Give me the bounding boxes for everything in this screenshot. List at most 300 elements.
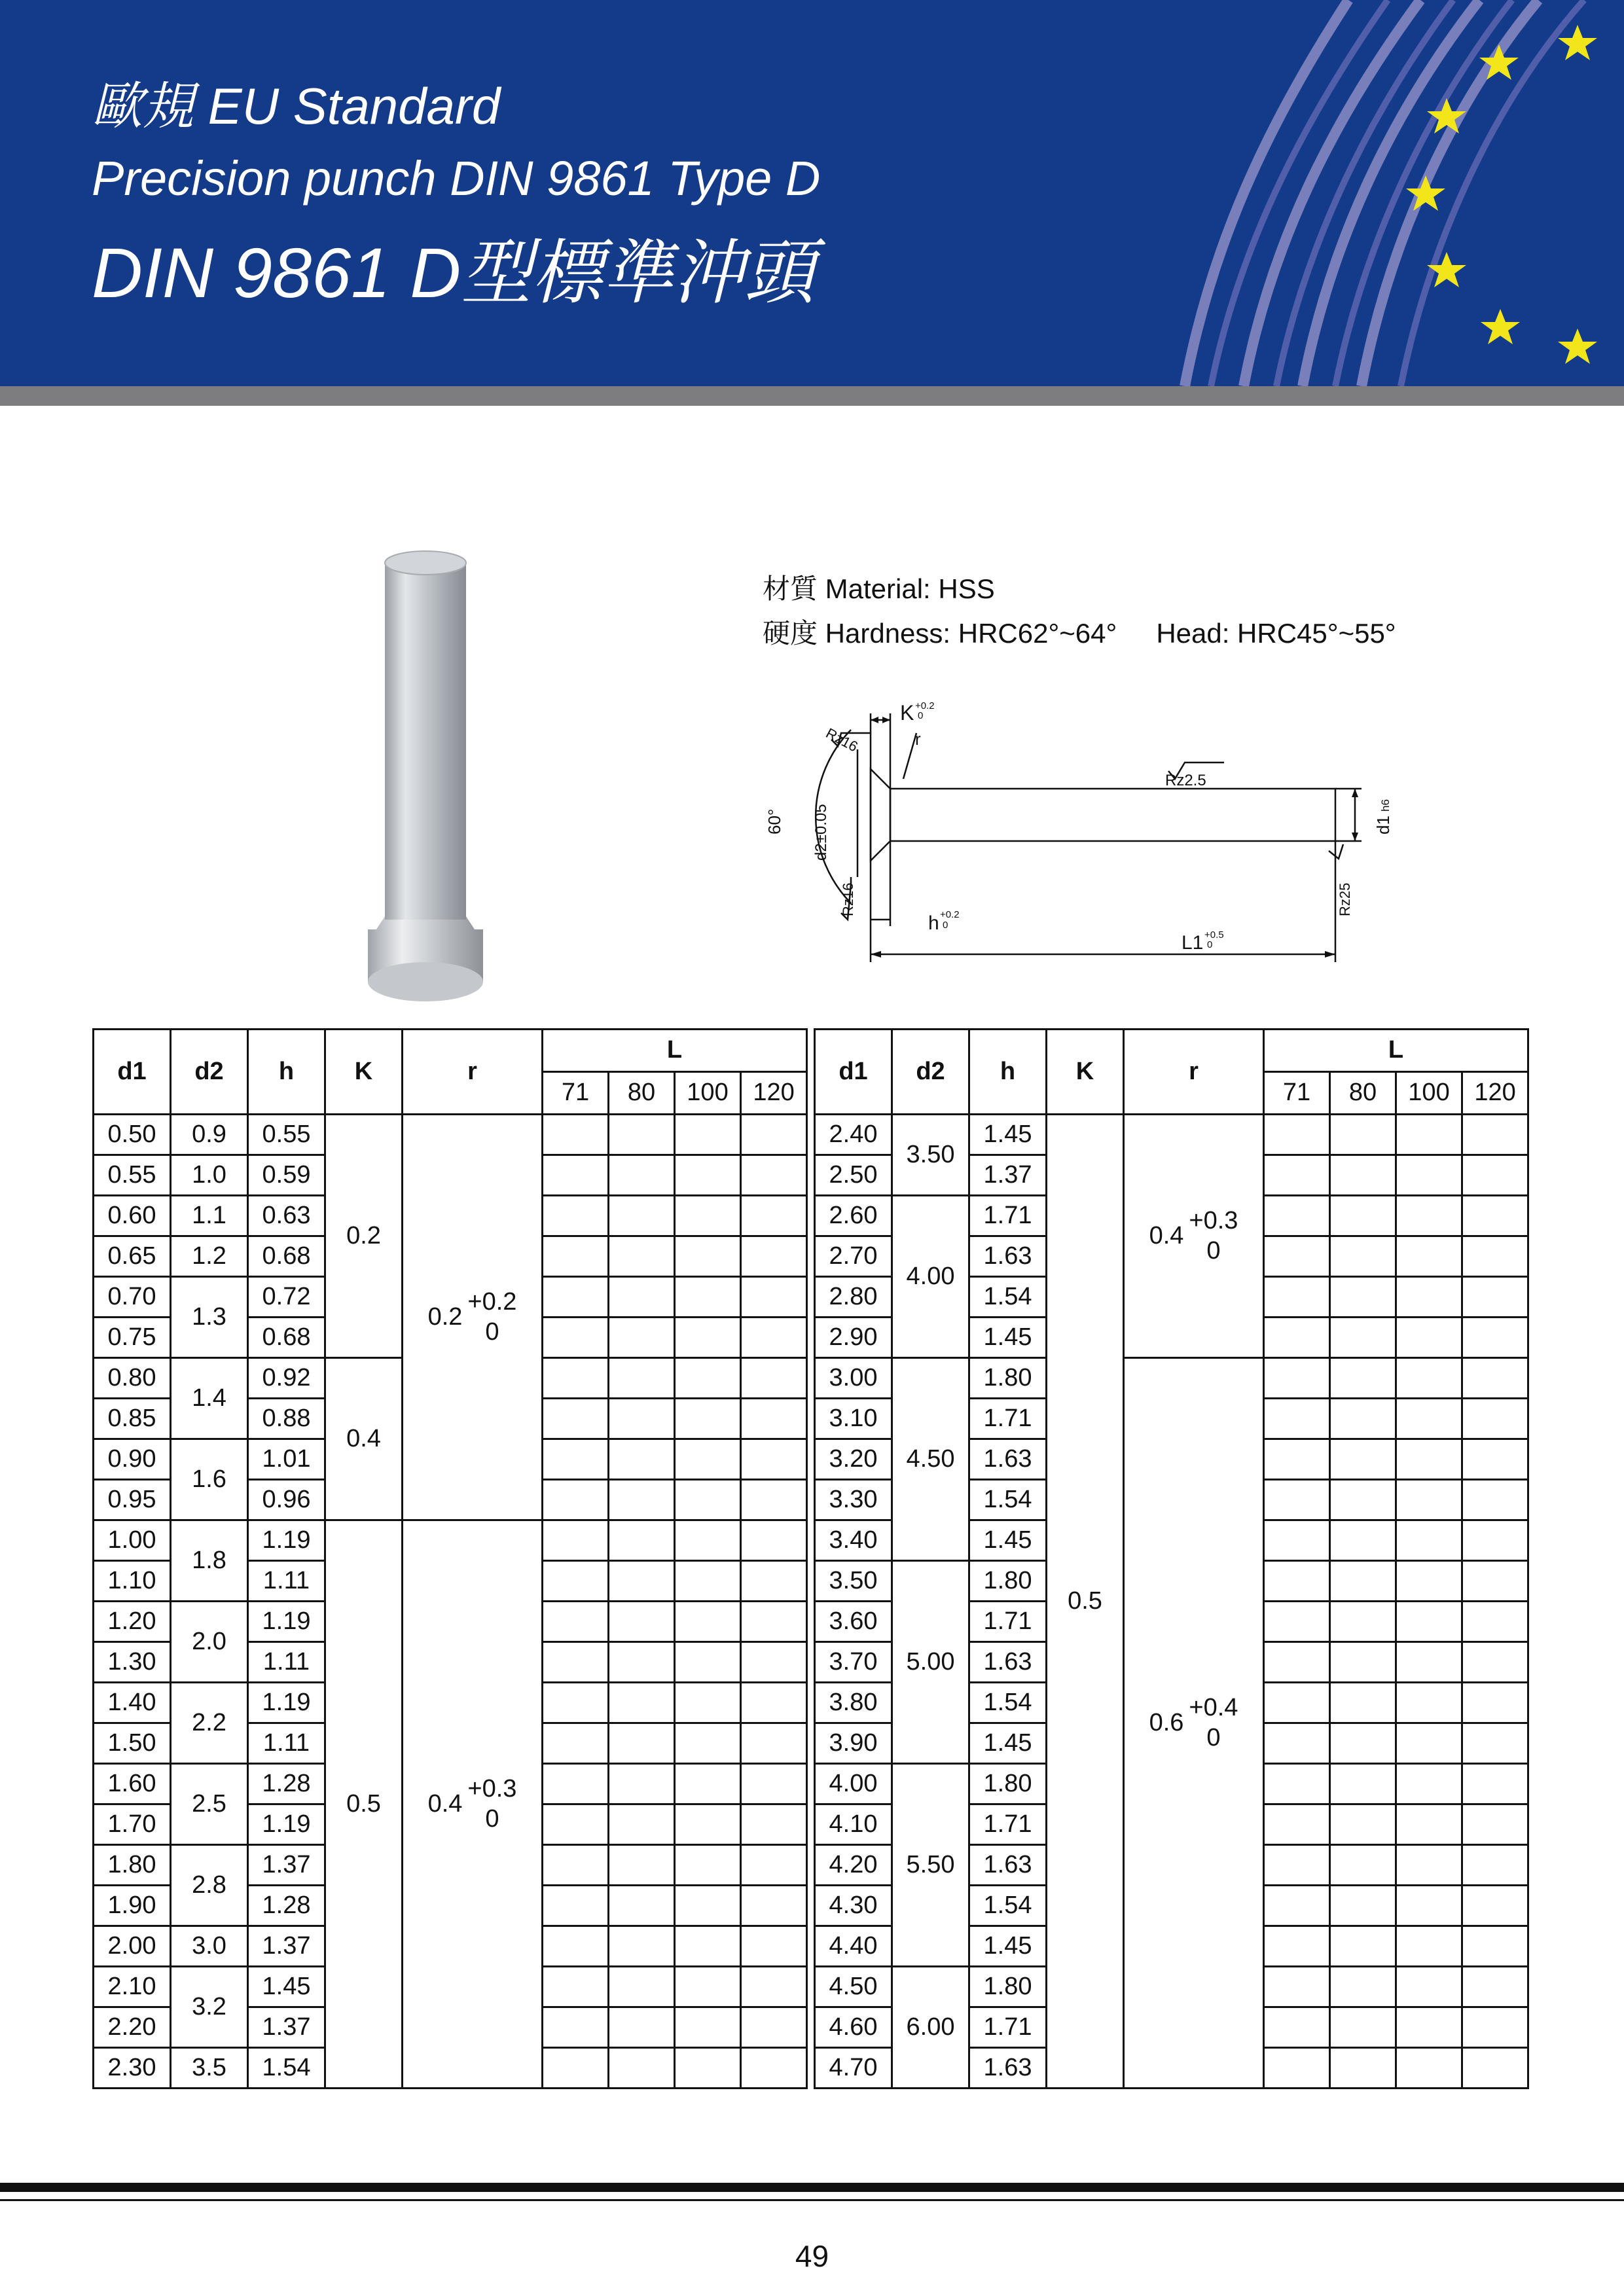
cell-length-blank <box>1462 1480 1528 1520</box>
cell-length-blank <box>1330 1561 1396 1602</box>
cell-length-blank <box>741 1764 807 1804</box>
cell-length-blank <box>741 1602 807 1642</box>
cell-length-blank <box>543 1358 609 1399</box>
cell-length-blank <box>609 1358 675 1399</box>
cell-d2: 4.50 <box>892 1358 969 1561</box>
cell-length-blank <box>1396 1318 1462 1358</box>
cell-length-blank <box>1330 1155 1396 1196</box>
cell-length-blank <box>675 1804 741 1845</box>
cell-h: 1.37 <box>248 2007 325 2048</box>
cell-h: 0.68 <box>248 1318 325 1358</box>
eu-stars-decoration <box>1113 0 1624 386</box>
cell-length-blank <box>1264 1358 1330 1399</box>
cell-length-blank <box>741 1196 807 1236</box>
cell-h: 1.37 <box>248 1845 325 1886</box>
header-length: L <box>543 1030 807 1072</box>
cell-length-blank <box>675 1520 741 1561</box>
cell-length-blank <box>1462 1358 1528 1399</box>
cell-h: 1.19 <box>248 1683 325 1723</box>
header-length: L <box>1264 1030 1528 1072</box>
cell-length-blank <box>675 1155 741 1196</box>
cell-d2: 1.6 <box>171 1439 248 1520</box>
r-tolerance <box>1149 1693 1238 1753</box>
cell-length-blank <box>1462 2048 1528 2089</box>
drawing-k-tol-top: +0.2 <box>915 700 935 711</box>
cell-length-blank <box>675 1602 741 1642</box>
cell-d1: 1.40 <box>94 1683 171 1723</box>
cell-length-blank <box>609 1602 675 1642</box>
cell-h: 1.37 <box>248 1926 325 1967</box>
cell-d1: 0.65 <box>94 1236 171 1277</box>
cell-h: 1.19 <box>248 1602 325 1642</box>
cell-length-blank <box>1396 1155 1462 1196</box>
cell-length-blank <box>543 1967 609 2007</box>
cell-d2: 0.9 <box>171 1115 248 1155</box>
cell-length-blank <box>1264 1155 1330 1196</box>
cell-length-blank <box>675 1764 741 1804</box>
cell-h: 1.11 <box>248 1723 325 1764</box>
cell-h: 0.59 <box>248 1155 325 1196</box>
cell-length-blank <box>1330 1926 1396 1967</box>
cell-length-blank <box>543 1804 609 1845</box>
header-d1: d1 <box>815 1030 892 1115</box>
cell-length-blank <box>1462 1845 1528 1886</box>
cell-k: 0.4 <box>325 1358 403 1520</box>
header-line-english-title: Precision punch DIN 9861 Type D <box>92 151 821 206</box>
cell-length-blank <box>1462 1967 1528 2007</box>
r-value: 0.4 <box>1149 1221 1184 1249</box>
cell-d2: 1.4 <box>171 1358 248 1439</box>
cell-length-blank <box>543 1642 609 1683</box>
cell-d1: 4.10 <box>815 1804 892 1845</box>
cell-d1: 1.20 <box>94 1602 171 1642</box>
cell-d2: 3.0 <box>171 1926 248 1967</box>
cell-length-blank <box>1396 1358 1462 1399</box>
header-k: K <box>325 1030 403 1115</box>
r-tolerance <box>1149 1206 1238 1266</box>
cell-h: 1.54 <box>248 2048 325 2089</box>
cell-h: 1.28 <box>248 1764 325 1804</box>
cell-d2: 6.00 <box>892 1967 969 2089</box>
cell-h: 1.19 <box>248 1520 325 1561</box>
cell-h: 1.19 <box>248 1804 325 1845</box>
hardness-spec <box>763 612 1396 651</box>
cell-length-blank <box>609 1196 675 1236</box>
cell-length-blank <box>1264 1886 1330 1926</box>
header-d2: d2 <box>171 1030 248 1115</box>
cell-length-blank <box>543 1683 609 1723</box>
cell-length-blank <box>675 1318 741 1358</box>
cell-d1: 4.30 <box>815 1886 892 1926</box>
cell-h: 1.45 <box>248 1967 325 2007</box>
cell-length-blank <box>1462 1561 1528 1602</box>
cell-length-blank <box>675 1926 741 1967</box>
drawing-angle-60: 60° <box>765 808 784 834</box>
cell-length-blank <box>741 1561 807 1602</box>
cell-d1: 2.10 <box>94 1967 171 2007</box>
cell-length-blank <box>675 1277 741 1318</box>
cell-d1: 3.70 <box>815 1642 892 1683</box>
cell-h: 1.54 <box>969 1277 1047 1318</box>
cell-h: 0.92 <box>248 1358 325 1399</box>
header-k: K <box>1047 1030 1124 1115</box>
cell-length-blank <box>543 1602 609 1642</box>
cell-length-blank <box>741 1683 807 1723</box>
cell-length-blank <box>1462 1277 1528 1318</box>
cell-length-blank <box>1330 1723 1396 1764</box>
cell-length-blank <box>1462 1764 1528 1804</box>
cell-h: 0.88 <box>248 1399 325 1439</box>
cell-length-blank <box>741 1115 807 1155</box>
cell-length-blank <box>675 1115 741 1155</box>
cell-h: 1.37 <box>969 1155 1047 1196</box>
cell-h: 1.80 <box>969 1561 1047 1602</box>
r-tolerance-stack <box>467 1287 516 1347</box>
footer-rule <box>0 2183 1624 2192</box>
cell-d1: 2.50 <box>815 1155 892 1196</box>
cell-length-blank <box>543 1155 609 1196</box>
cell-length-blank <box>543 1399 609 1439</box>
cell-h: 1.45 <box>969 1723 1047 1764</box>
cell-length-blank <box>1264 1602 1330 1642</box>
cell-length-blank <box>1330 1520 1396 1561</box>
cell-length-blank <box>1264 1196 1330 1236</box>
cell-d1: 2.90 <box>815 1318 892 1358</box>
header-d2: d2 <box>892 1030 969 1115</box>
cell-d2: 3.2 <box>171 1967 248 2048</box>
cell-r <box>1124 1115 1264 1358</box>
star-icons <box>1406 25 1597 364</box>
r-tolerance-stack <box>467 1774 516 1834</box>
cell-d1: 0.80 <box>94 1358 171 1399</box>
cell-length-blank <box>675 2007 741 2048</box>
star-icon <box>1481 309 1520 344</box>
cell-k: 0.5 <box>1047 1115 1124 2089</box>
cell-length-blank <box>1330 1277 1396 1318</box>
cell-length-blank <box>1462 1804 1528 1845</box>
cell-d1: 1.60 <box>94 1764 171 1804</box>
drawing-rz16-bottom: Rz16 <box>840 882 856 916</box>
banner-stripe <box>0 386 1624 406</box>
cell-d1: 1.10 <box>94 1561 171 1602</box>
cell-length-blank <box>741 1277 807 1318</box>
cell-d1: 0.55 <box>94 1155 171 1196</box>
cell-length-blank <box>1462 1399 1528 1439</box>
cell-length-blank <box>1330 2007 1396 2048</box>
cell-length-blank <box>1264 1804 1330 1845</box>
cell-h: 0.72 <box>248 1277 325 1318</box>
r-value: 0.6 <box>1149 1708 1184 1736</box>
cell-d2: 1.1 <box>171 1196 248 1236</box>
cell-length-blank <box>609 1520 675 1561</box>
cell-d1: 0.50 <box>94 1115 171 1155</box>
cell-length-blank <box>609 1926 675 1967</box>
cell-length-blank <box>741 1439 807 1480</box>
cell-d2: 2.8 <box>171 1845 248 1926</box>
drawing-l1-label: L1 <box>1182 932 1204 954</box>
cell-d1: 3.50 <box>815 1561 892 1602</box>
cell-d1: 3.30 <box>815 1480 892 1520</box>
cell-h: 1.45 <box>969 1520 1047 1561</box>
star-icon <box>1558 25 1597 60</box>
cell-d2: 1.8 <box>171 1520 248 1602</box>
cell-d1: 0.60 <box>94 1196 171 1236</box>
cell-length-blank <box>1396 1561 1462 1602</box>
cell-h: 0.63 <box>248 1196 325 1236</box>
cell-d2: 5.50 <box>892 1764 969 1967</box>
drawing-d2-label: d2±0.05 <box>812 804 830 861</box>
cell-length-blank <box>741 1155 807 1196</box>
cell-length-blank <box>1264 1561 1330 1602</box>
header-r: r <box>1124 1030 1264 1115</box>
cell-d1: 3.20 <box>815 1439 892 1480</box>
cell-length-blank <box>1264 2007 1330 2048</box>
cell-length-blank <box>1330 1804 1396 1845</box>
cell-d1: 2.00 <box>94 1926 171 1967</box>
drawing-k-tol-bottom: 0 <box>918 710 924 721</box>
cell-length-blank <box>609 1764 675 1804</box>
cell-length-blank <box>741 1967 807 2007</box>
cell-h: 1.63 <box>969 1845 1047 1886</box>
cell-length-blank <box>741 1236 807 1277</box>
cell-length-blank <box>1264 1236 1330 1277</box>
cell-h: 0.55 <box>248 1115 325 1155</box>
cell-h: 1.45 <box>969 1115 1047 1155</box>
cell-length-blank <box>1330 1845 1396 1886</box>
cell-h: 1.11 <box>248 1561 325 1602</box>
drawing-r-label: r <box>915 729 921 749</box>
cell-h: 1.63 <box>969 1236 1047 1277</box>
cell-length-blank <box>1462 1642 1528 1683</box>
cell-d1: 0.85 <box>94 1399 171 1439</box>
cell-d1: 1.00 <box>94 1520 171 1561</box>
cell-length-blank <box>1396 1845 1462 1886</box>
cell-length-blank <box>609 1967 675 2007</box>
cell-r <box>1124 1358 1264 2089</box>
cell-length-blank <box>543 1886 609 1926</box>
cell-length-blank <box>675 1642 741 1683</box>
cell-length-blank <box>1396 1115 1462 1155</box>
cell-d2: 4.00 <box>892 1196 969 1358</box>
cell-length-blank <box>1462 1926 1528 1967</box>
r-tolerance-upper: +0.3 <box>467 1774 517 1803</box>
dimension-table-right <box>814 1028 1529 2089</box>
cell-length-blank <box>609 1683 675 1723</box>
cell-length-blank <box>1264 1399 1330 1439</box>
cell-h: 1.54 <box>969 1886 1047 1926</box>
cell-length-blank <box>609 1399 675 1439</box>
r-tolerance <box>428 1774 517 1834</box>
cell-length-blank <box>741 1886 807 1926</box>
cell-h: 1.54 <box>969 1683 1047 1723</box>
cell-h: 1.80 <box>969 1764 1047 1804</box>
drawing-k-label: K <box>900 701 914 725</box>
cell-length-blank <box>741 1642 807 1683</box>
page-title: DIN 9861 D型標準沖頭 <box>92 233 815 312</box>
head-hardness-text: Head: HRC45°~55° <box>1156 618 1396 649</box>
cell-length-blank <box>1396 1886 1462 1926</box>
cell-length-blank <box>543 1318 609 1358</box>
cell-h: 1.71 <box>969 1399 1047 1439</box>
cell-length-blank <box>543 1561 609 1602</box>
cell-length-blank <box>1462 1196 1528 1236</box>
star-icon <box>1558 329 1597 364</box>
cell-length-blank <box>609 1115 675 1155</box>
cell-length-blank <box>1396 1926 1462 1967</box>
cell-length-blank <box>1264 1764 1330 1804</box>
cell-length-blank <box>543 1115 609 1155</box>
cell-h: 1.71 <box>969 2007 1047 2048</box>
drawing-rz16-top: Rz16 <box>823 725 861 755</box>
header-length-100: 100 <box>675 1072 741 1115</box>
table-row <box>815 1358 1528 1399</box>
cell-length-blank <box>741 1723 807 1764</box>
header-length-120: 120 <box>741 1072 807 1115</box>
cell-length-blank <box>675 1236 741 1277</box>
table-row <box>815 1115 1528 1155</box>
cell-length-blank <box>741 1520 807 1561</box>
r-tolerance-stack <box>1189 1693 1238 1753</box>
page-number: 49 <box>795 2239 829 2273</box>
cell-h: 1.71 <box>969 1196 1047 1236</box>
cell-length-blank <box>1330 2048 1396 2089</box>
cell-length-blank <box>1462 1236 1528 1277</box>
drawing-d1-fit: h6 <box>1379 799 1392 812</box>
cell-length-blank <box>543 1723 609 1764</box>
r-tolerance-upper: +0.4 <box>1189 1693 1238 1721</box>
cell-length-blank <box>741 1845 807 1886</box>
header-line-eu-standard: 歐規 EU Standard <box>92 77 501 135</box>
cell-length-blank <box>675 1480 741 1520</box>
cell-length-blank <box>1462 1115 1528 1155</box>
cell-length-blank <box>1462 1683 1528 1723</box>
cell-d2: 3.5 <box>171 2048 248 2089</box>
cell-h: 1.01 <box>248 1439 325 1480</box>
cell-length-blank <box>1330 1236 1396 1277</box>
cell-length-blank <box>1264 1683 1330 1723</box>
cell-length-blank <box>609 1561 675 1602</box>
cell-length-blank <box>1396 1520 1462 1561</box>
cell-length-blank <box>1396 1642 1462 1683</box>
cell-d1: 3.90 <box>815 1723 892 1764</box>
r-tolerance-stack <box>1189 1206 1238 1266</box>
cell-h: 1.45 <box>969 1926 1047 1967</box>
r-tolerance-lower: 0 <box>485 1804 499 1833</box>
header-length-80: 80 <box>609 1072 675 1115</box>
cell-length-blank <box>1264 1480 1330 1520</box>
cell-d1: 0.70 <box>94 1277 171 1318</box>
cell-length-blank <box>675 1196 741 1236</box>
drawing-rz2-5: Rz2.5 <box>1165 772 1206 789</box>
cell-h: 1.80 <box>969 1967 1047 2007</box>
cell-h: 1.63 <box>969 1439 1047 1480</box>
cell-length-blank <box>675 1683 741 1723</box>
cell-length-blank <box>543 1480 609 1520</box>
drawing-d1-label: d1 <box>1373 816 1393 834</box>
r-tolerance-lower: 0 <box>1206 1236 1221 1265</box>
table-row <box>94 1115 807 1155</box>
cell-length-blank <box>543 1277 609 1318</box>
cell-length-blank <box>741 1399 807 1439</box>
cell-d1: 1.30 <box>94 1642 171 1683</box>
r-tolerance-upper: +0.2 <box>467 1287 517 1316</box>
cell-length-blank <box>1264 1277 1330 1318</box>
cell-h: 1.11 <box>248 1642 325 1683</box>
cell-length-blank <box>1330 1358 1396 1399</box>
cell-length-blank <box>1330 1683 1396 1723</box>
cell-d1: 1.80 <box>94 1845 171 1886</box>
drawing-l1-tol-bottom: 0 <box>1207 939 1213 950</box>
cell-length-blank <box>1462 1520 1528 1561</box>
cell-length-blank <box>1264 1520 1330 1561</box>
header-length-120: 120 <box>1462 1072 1528 1115</box>
cell-length-blank <box>543 2048 609 2089</box>
technical-drawing <box>753 687 1473 975</box>
cell-d1: 4.60 <box>815 2007 892 2048</box>
punch-product-image <box>367 550 484 1008</box>
cell-length-blank <box>741 1480 807 1520</box>
cell-d1: 1.70 <box>94 1804 171 1845</box>
cell-length-blank <box>741 1358 807 1399</box>
cell-length-blank <box>609 1642 675 1683</box>
drawing-h-label: h <box>928 912 939 934</box>
cell-d2: 3.50 <box>892 1115 969 1196</box>
footer-rule-thin <box>0 2199 1624 2201</box>
cell-length-blank <box>675 1358 741 1399</box>
drawing-h-tol-bottom: 0 <box>943 920 948 931</box>
cell-r <box>403 1115 543 1520</box>
cell-length-blank <box>1330 1399 1396 1439</box>
cell-length-blank <box>1396 1804 1462 1845</box>
cell-d1: 0.95 <box>94 1480 171 1520</box>
cell-d1: 4.00 <box>815 1764 892 1804</box>
cell-length-blank <box>1396 1236 1462 1277</box>
cell-length-blank <box>609 1236 675 1277</box>
cell-length-blank <box>543 1196 609 1236</box>
cell-d2: 5.00 <box>892 1561 969 1764</box>
cell-length-blank <box>1330 1764 1396 1804</box>
cell-length-blank <box>1330 1196 1396 1236</box>
cell-length-blank <box>1330 1642 1396 1683</box>
cell-length-blank <box>1264 1115 1330 1155</box>
cell-length-blank <box>609 1723 675 1764</box>
cell-length-blank <box>1264 1926 1330 1967</box>
cell-length-blank <box>675 1439 741 1480</box>
cell-h: 1.28 <box>248 1886 325 1926</box>
cell-length-blank <box>609 2007 675 2048</box>
cell-length-blank <box>609 1155 675 1196</box>
cell-length-blank <box>609 1439 675 1480</box>
cell-length-blank <box>1396 1602 1462 1642</box>
cell-r <box>403 1520 543 2089</box>
cell-d2: 2.2 <box>171 1683 248 1764</box>
cell-h: 1.63 <box>969 2048 1047 2089</box>
cell-length-blank <box>675 1967 741 2007</box>
cell-length-blank <box>1264 2048 1330 2089</box>
cell-length-blank <box>1330 1886 1396 1926</box>
cell-d1: 3.80 <box>815 1683 892 1723</box>
header-h: h <box>248 1030 325 1115</box>
cell-length-blank <box>609 1845 675 1886</box>
cell-d1: 0.90 <box>94 1439 171 1480</box>
cell-k: 0.2 <box>325 1115 403 1358</box>
cell-length-blank <box>1462 1318 1528 1358</box>
header-length-71: 71 <box>543 1072 609 1115</box>
cell-length-blank <box>543 1926 609 1967</box>
cell-length-blank <box>741 1804 807 1845</box>
cell-d1: 0.75 <box>94 1318 171 1358</box>
cell-length-blank <box>675 1561 741 1602</box>
